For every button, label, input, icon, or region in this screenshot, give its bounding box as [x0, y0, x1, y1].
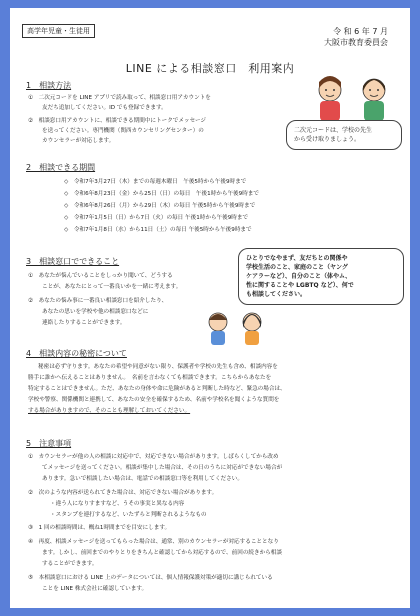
bubble-line: から受け取りましょう。 [294, 136, 361, 143]
s1-line: ① 二次元コードを LINE アプリで読み取って、相談窓口用アカウントを [28, 95, 211, 101]
section-2-heading: 2 相談できる期間 [26, 163, 96, 172]
audience-tag: 高学年児童・生徒用 [22, 24, 95, 38]
s5-line: ⑤ 本相談窓口における LINE 上のデータについては、個人情報保護対策が適切に講じられている [28, 575, 273, 581]
period-row: ◇ 令和7年3月27日（木）までの毎週木曜日 午後5時から午後9時まで [64, 179, 247, 185]
bubble-line: ひとりでなやまず、友だちとの関係や [246, 255, 348, 262]
section-5-heading: 5 注意事項 [26, 439, 72, 448]
page-title: LINE による相談窓口 利用案内 [125, 62, 295, 75]
s3-line: ① あなたが悩んでいることをしっかり聞いて、どうする [28, 273, 173, 279]
s5-line: ことを LINE 株式会社に確認しています。 [42, 586, 148, 592]
s4-line: 学校や警察、関係機関と連携して、あなたの安全を確保するため、名前や学校名を聞くような質問を [28, 397, 280, 403]
s5-line: ・違う人になりすますなど、うその事実と異なる内容 [50, 501, 185, 507]
s5-line: することができます。 [42, 561, 98, 567]
s5-line: あります。急いで相談したい場合は、電話での相談窓口等を利用してください。 [42, 476, 243, 482]
s5-line: ② 次のような内容が送られてきた場合は、対応できない場合があります。 [28, 490, 218, 496]
consult-anything-bubble [238, 248, 404, 305]
issuer: 大阪市教育委員会 [324, 38, 388, 47]
s3-line: 連絡したりすることができます。 [42, 320, 126, 326]
s4-line: 秘密は必ず守ります。あなたの希望や同意がない限り、保護者や学校の先生も含め、相談内容を [38, 364, 278, 370]
s5-line: てメッセージを送ってください。相談が集中した場合は、その日のうちに対応ができない場合が [42, 465, 283, 471]
period-row: ◇ 令和7年1月8日（水）から11日（土）の毎日 午後5時から午後9時まで [64, 227, 252, 233]
counselor-illustration [308, 68, 398, 128]
qr-note-bubble [286, 120, 402, 150]
s5-line: ① カウンセラーが他の人の相談に対応中で、対応できない場合があります。しばらくしてから改め [28, 454, 279, 460]
section-1-heading: 1 相談方法 [26, 81, 72, 90]
bubble-line: 性に関することや LGBTQ など）、何で [246, 282, 354, 289]
students-illustration [200, 308, 280, 346]
section-3-heading: 3 相談窓口でできること [26, 257, 120, 266]
s4-line: 特定することはできません。ただ、あなたの身体や命に危険があると判断した時など、緊急の場合は、 [28, 386, 286, 392]
s5-line: ③ 1 回の相談時間は、概ね1時間までを目安にします。 [28, 525, 171, 531]
s3-line: ことが、あなたにとって一番良いかを一緒に考えます。 [42, 284, 182, 290]
period-row: ◇ 令和6年8月26日（月）から29日（木）の毎日 午後5時から午後9時まで [64, 203, 256, 209]
s1-line: カウンセラーが対応します。 [42, 138, 115, 144]
document-page [10, 8, 410, 608]
bubble-line: 二次元コードは、学校の先生 [294, 127, 373, 134]
s1-line: ② 相談窓口用アカウントに、相談できる期間中にトークでメッセージ [28, 118, 207, 124]
s1-line: 友だち追加してください。ID でも登録できます。 [42, 105, 167, 111]
section-4-heading: 4 相談内容の秘密について [26, 349, 127, 358]
bubble-line: も相談してください。 [246, 291, 307, 298]
period-row: ◇ 令和6年8月23日（金）から25日（日）の毎日 午後1時から午後9時まで [64, 191, 259, 197]
period-row: ◇ 令和7年1月5日（日）から7日（火）の毎日 午後1時から午後9時まで [64, 215, 249, 221]
s5-line: ます。しかし、前回までのやりとりをきちんと確認してから対応するので、前回の続きから相談 [42, 550, 282, 556]
s3-line: ② あなたの悩み事に一番良い相談窓口を紹介したり、 [28, 298, 168, 304]
s3-line: あなたの思いを学校や他の相談窓口などに [42, 309, 149, 315]
issue-date: 令 和 6 年 7 月 [333, 27, 388, 36]
bubble-line: 学校生活のこと、家庭のこと（ヤング [246, 264, 348, 271]
issue-info [324, 26, 388, 48]
s5-line: ④ 再度、相談メッセージを送ってもらった場合は、通常、別のカウンセラーが対応することとなり [28, 539, 279, 545]
s4-line: 勝手に誰かへ伝えることはありません。 名前を言わなくても相談できます。こちらからあなたを [28, 375, 272, 381]
s4-line: する場合がありますので、そのことも理解しておいてください。 [28, 408, 191, 414]
s1-line: を送ってください。専門機関（関西カウンセリングセンター）の [42, 128, 204, 134]
bubble-line: ケアラーなど）、自分のこと（体やム、 [246, 273, 352, 280]
s5-line: ・スタンプを連打するなど、いたずらと判断されるようなもの [50, 512, 207, 518]
